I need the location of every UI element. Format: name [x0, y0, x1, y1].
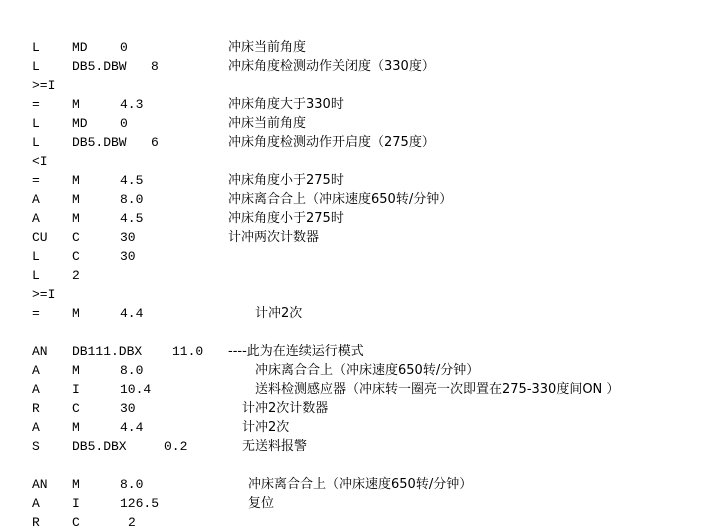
instruction-comment: 冲床离合合上（冲床速度650转/分钟）	[248, 477, 473, 492]
instruction-operand: MD	[72, 116, 88, 131]
code-line	[0, 209, 709, 228]
code-line	[0, 418, 709, 437]
code-line	[0, 304, 709, 323]
instruction-operator: =	[32, 97, 40, 112]
instruction-address: 126.5	[120, 496, 160, 511]
instruction-comment: 复位	[248, 496, 275, 511]
instruction-operator: L	[32, 268, 40, 283]
instruction-comment: 冲床离合合上（冲床速度650转/分钟）	[255, 363, 480, 378]
code-line	[0, 437, 709, 456]
instruction-operator: L	[32, 249, 40, 264]
instruction-operand: M	[72, 97, 80, 112]
instruction-address: 4.5	[120, 173, 144, 188]
instruction-operator: AN	[32, 344, 48, 359]
instruction-operator: >=I	[32, 78, 56, 93]
instruction-operand: C	[72, 515, 80, 530]
code-line	[0, 171, 709, 190]
instruction-comment: 无送料报警	[242, 439, 308, 454]
instruction-comment: 计冲2次	[255, 306, 303, 321]
instruction-operand: 2	[72, 268, 80, 283]
instruction-comment: 冲床角度检测动作开启度（275度）	[228, 135, 435, 150]
instruction-operator: R	[32, 401, 40, 416]
code-line	[0, 114, 709, 133]
instruction-address: 4.3	[120, 97, 144, 112]
instruction-address: 4.5	[120, 211, 144, 226]
instruction-address: 8	[151, 59, 159, 74]
code-line	[0, 285, 709, 304]
instruction-address: 0	[120, 116, 128, 131]
instruction-operator: A	[32, 496, 40, 511]
instruction-operator: A	[32, 363, 40, 378]
instruction-operand: DB5.DBW	[72, 59, 127, 74]
instruction-operand: M	[72, 306, 80, 321]
instruction-operand: M	[72, 363, 80, 378]
instruction-operand: C	[72, 401, 80, 416]
instruction-comment: 冲床当前角度	[228, 116, 307, 131]
instruction-comment: 计冲2次计数器	[242, 401, 329, 416]
instruction-operator: A	[32, 420, 40, 435]
instruction-comment: 冲床角度小于275时	[228, 211, 344, 226]
instruction-operator: R	[32, 515, 40, 530]
instruction-operator: L	[32, 40, 40, 55]
code-line	[0, 152, 709, 171]
instruction-operand: M	[72, 192, 80, 207]
code-line	[0, 399, 709, 418]
code-line	[0, 266, 709, 285]
instruction-address: 8.0	[120, 192, 144, 207]
instruction-operand: M	[72, 477, 80, 492]
code-line	[0, 513, 709, 532]
instruction-address: 8.0	[120, 477, 144, 492]
instruction-operand: I	[72, 382, 80, 397]
instruction-operator: L	[32, 116, 40, 131]
instruction-comment: 计冲2次	[242, 420, 290, 435]
instruction-comment: 冲床角度检测动作关闭度（330度）	[228, 59, 435, 74]
code-line	[0, 342, 709, 361]
code-line	[0, 361, 709, 380]
code-line	[0, 76, 709, 95]
code-line-blank	[0, 323, 709, 342]
instruction-operator: =	[32, 306, 40, 321]
code-line-blank	[0, 456, 709, 475]
instruction-comment: ----此为在连续运行模式	[228, 344, 364, 359]
code-line	[0, 190, 709, 209]
instruction-address: 4.4	[120, 420, 144, 435]
instruction-address: 30	[120, 230, 136, 245]
instruction-operand: DB5.DBW	[72, 135, 127, 150]
code-line	[0, 38, 709, 57]
instruction-operand: C	[72, 230, 80, 245]
instruction-address: 30	[120, 249, 136, 264]
instruction-operand: MD	[72, 40, 88, 55]
code-line	[0, 133, 709, 152]
instruction-operator: =	[32, 173, 40, 188]
instruction-comment: 冲床角度大于330时	[228, 97, 344, 112]
instruction-address: 10.4	[120, 382, 152, 397]
instruction-operand: M	[72, 211, 80, 226]
instruction-address: 0.2	[164, 439, 188, 454]
instruction-operator: <I	[32, 154, 48, 169]
instruction-operator: L	[32, 135, 40, 150]
instruction-address: 8.0	[120, 363, 144, 378]
instruction-operand: M	[72, 420, 80, 435]
instruction-operator: A	[32, 211, 40, 226]
instruction-operand: DB111.DBX	[72, 344, 143, 359]
instruction-operator: AN	[32, 477, 48, 492]
instruction-operator: A	[32, 382, 40, 397]
instruction-operator: S	[32, 439, 40, 454]
instruction-comment: 送料检测感应器（冲床转一圈亮一次即置在275-330度间ON ）	[255, 382, 620, 397]
code-line	[0, 228, 709, 247]
code-line	[0, 475, 709, 494]
instruction-comment: 计冲两次计数器	[228, 230, 320, 245]
instruction-address: 0	[120, 40, 128, 55]
instruction-operator: A	[32, 192, 40, 207]
instruction-address: 30	[120, 401, 136, 416]
instruction-operand: M	[72, 173, 80, 188]
instruction-operator: L	[32, 59, 40, 74]
instruction-comment: 冲床离合合上（冲床速度650转/分钟）	[228, 192, 453, 207]
instruction-operand: I	[72, 496, 80, 511]
code-line	[0, 95, 709, 114]
instruction-address: 2	[128, 515, 136, 530]
instruction-comment: 冲床当前角度	[228, 40, 307, 55]
code-line	[0, 494, 709, 513]
instruction-operand: DB5.DBX	[72, 439, 127, 454]
instruction-address: 4.4	[120, 306, 144, 321]
instruction-address: 11.0	[172, 344, 204, 359]
instruction-operand: C	[72, 249, 80, 264]
code-line	[0, 247, 709, 266]
instruction-operator: CU	[32, 230, 48, 245]
code-line	[0, 57, 709, 76]
code-line	[0, 380, 709, 399]
instruction-address: 6	[151, 135, 159, 150]
instruction-comment: 冲床角度小于275时	[228, 173, 344, 188]
instruction-operator: >=I	[32, 287, 56, 302]
